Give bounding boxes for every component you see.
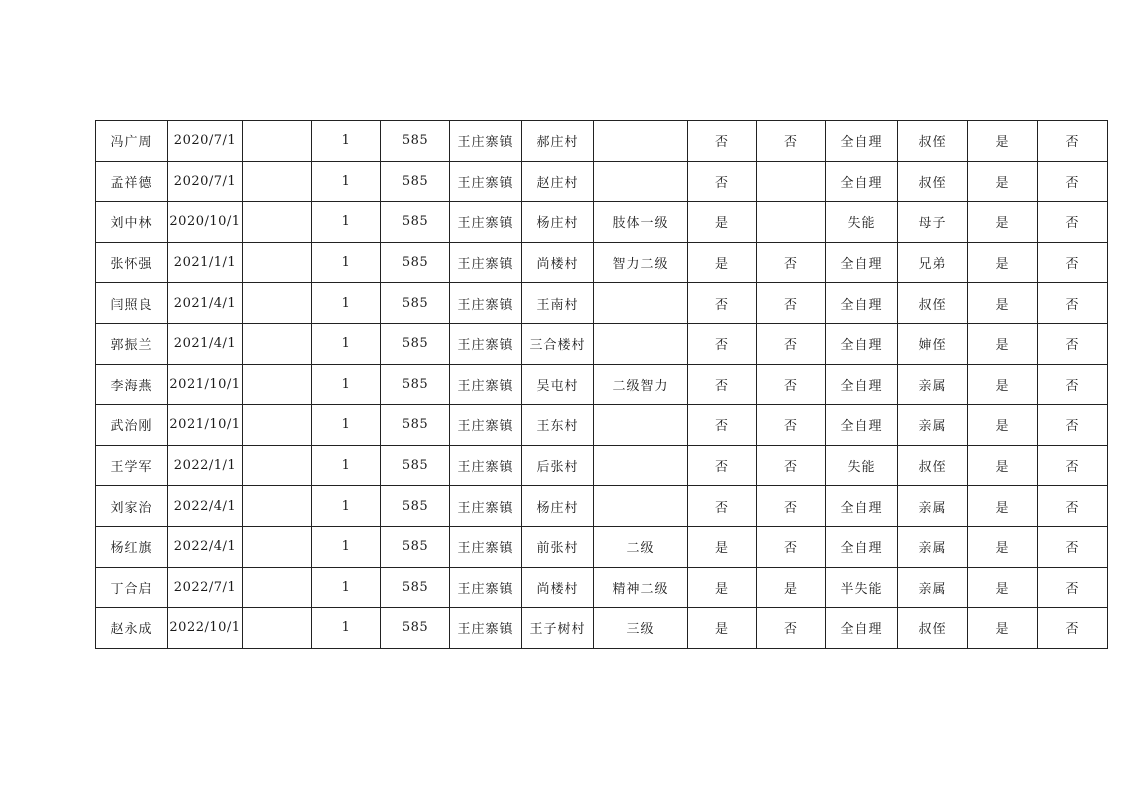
table-row [96,161,1108,202]
disability-cell [594,161,688,202]
blank-cell [243,121,312,162]
town-cell: 王庄寨镇 [450,283,522,324]
disability-cell [594,486,688,527]
flag-cell-c: 是 [968,283,1038,324]
village-cell: 赵庄村 [522,161,594,202]
disability-cell: 三级 [594,608,688,649]
town-cell: 王庄寨镇 [450,242,522,283]
date-cell: 2022/4/1 [168,486,243,527]
self-care-cell: 全自理 [826,121,898,162]
date-cell: 2021/1/1 [168,242,243,283]
blank-cell [243,608,312,649]
relation-cell: 母子 [898,202,968,243]
table-row [96,608,1108,649]
date-cell: 2021/10/1 [168,364,243,405]
self-care-cell: 全自理 [826,242,898,283]
town-cell: 王庄寨镇 [450,486,522,527]
blank-cell [243,242,312,283]
village-cell: 尚楼村 [522,242,594,283]
date-cell: 2022/10/1 [168,608,243,649]
date-cell: 2022/4/1 [168,526,243,567]
disability-cell [594,405,688,446]
name-cell: 闫照良 [96,283,168,324]
flag-cell-d: 否 [1038,323,1108,364]
table-body [96,121,1108,649]
relation-cell: 兄弟 [898,242,968,283]
flag-cell-b [757,161,826,202]
data-table [95,120,1108,649]
relation-cell: 婶侄 [898,323,968,364]
relation-cell: 亲属 [898,567,968,608]
relation-cell: 亲属 [898,364,968,405]
town-cell: 王庄寨镇 [450,526,522,567]
blank-cell [243,323,312,364]
flag-cell-c: 是 [968,364,1038,405]
relation-cell: 亲属 [898,526,968,567]
village-cell: 尚楼村 [522,567,594,608]
amount-cell: 585 [381,242,450,283]
amount-cell: 585 [381,608,450,649]
disability-cell [594,121,688,162]
village-cell: 王子树村 [522,608,594,649]
amount-cell: 585 [381,323,450,364]
disability-cell: 二级智力 [594,364,688,405]
blank-cell [243,567,312,608]
table-row [96,283,1108,324]
table-row [96,364,1108,405]
self-care-cell: 半失能 [826,567,898,608]
relation-cell: 叔侄 [898,161,968,202]
date-cell: 2020/7/1 [168,161,243,202]
name-cell: 丁合启 [96,567,168,608]
blank-cell [243,283,312,324]
self-care-cell: 失能 [826,445,898,486]
count-cell: 1 [312,202,381,243]
flag-cell-c: 是 [968,445,1038,486]
self-care-cell: 全自理 [826,526,898,567]
disability-cell: 智力二级 [594,242,688,283]
self-care-cell: 全自理 [826,283,898,324]
name-cell: 杨红旗 [96,526,168,567]
flag-cell-b: 否 [757,526,826,567]
name-cell: 王学军 [96,445,168,486]
flag-cell-a: 否 [688,283,757,324]
amount-cell: 585 [381,405,450,446]
count-cell: 1 [312,526,381,567]
amount-cell: 585 [381,283,450,324]
table-row [96,405,1108,446]
disability-cell [594,283,688,324]
flag-cell-a: 是 [688,608,757,649]
self-care-cell: 全自理 [826,608,898,649]
name-cell: 冯广周 [96,121,168,162]
self-care-cell: 全自理 [826,323,898,364]
flag-cell-c: 是 [968,526,1038,567]
disability-cell: 精神二级 [594,567,688,608]
amount-cell: 585 [381,161,450,202]
date-cell: 2020/7/1 [168,121,243,162]
table-row [96,242,1108,283]
flag-cell-b: 否 [757,283,826,324]
name-cell: 刘家治 [96,486,168,527]
count-cell: 1 [312,364,381,405]
village-cell: 杨庄村 [522,202,594,243]
town-cell: 王庄寨镇 [450,323,522,364]
flag-cell-a: 否 [688,161,757,202]
flag-cell-d: 否 [1038,526,1108,567]
table-row [96,121,1108,162]
flag-cell-a: 是 [688,202,757,243]
flag-cell-b [757,202,826,243]
count-cell: 1 [312,161,381,202]
date-cell: 2021/4/1 [168,283,243,324]
flag-cell-c: 是 [968,323,1038,364]
amount-cell: 585 [381,121,450,162]
flag-cell-b: 否 [757,486,826,527]
town-cell: 王庄寨镇 [450,121,522,162]
flag-cell-b: 否 [757,364,826,405]
name-cell: 赵永成 [96,608,168,649]
flag-cell-b: 否 [757,242,826,283]
disability-cell: 二级 [594,526,688,567]
name-cell: 刘中林 [96,202,168,243]
name-cell: 孟祥德 [96,161,168,202]
flag-cell-c: 是 [968,567,1038,608]
flag-cell-b: 否 [757,405,826,446]
count-cell: 1 [312,486,381,527]
table-row [96,445,1108,486]
name-cell: 李海燕 [96,364,168,405]
table-row [96,202,1108,243]
flag-cell-a: 是 [688,567,757,608]
blank-cell [243,405,312,446]
village-cell: 吴屯村 [522,364,594,405]
relation-cell: 叔侄 [898,608,968,649]
amount-cell: 585 [381,445,450,486]
flag-cell-b: 否 [757,323,826,364]
village-cell: 王南村 [522,283,594,324]
flag-cell-d: 否 [1038,608,1108,649]
flag-cell-d: 否 [1038,283,1108,324]
town-cell: 王庄寨镇 [450,405,522,446]
date-cell: 2021/10/1 [168,405,243,446]
flag-cell-a: 否 [688,405,757,446]
self-care-cell: 全自理 [826,364,898,405]
date-cell: 2022/7/1 [168,567,243,608]
flag-cell-b: 否 [757,445,826,486]
relation-cell: 叔侄 [898,283,968,324]
flag-cell-d: 否 [1038,445,1108,486]
village-cell: 杨庄村 [522,486,594,527]
blank-cell [243,486,312,527]
village-cell: 郝庄村 [522,121,594,162]
village-cell: 王东村 [522,405,594,446]
relation-cell: 叔侄 [898,445,968,486]
town-cell: 王庄寨镇 [450,364,522,405]
name-cell: 张怀强 [96,242,168,283]
flag-cell-c: 是 [968,202,1038,243]
count-cell: 1 [312,242,381,283]
flag-cell-d: 否 [1038,486,1108,527]
town-cell: 王庄寨镇 [450,161,522,202]
count-cell: 1 [312,405,381,446]
flag-cell-b: 是 [757,567,826,608]
flag-cell-c: 是 [968,486,1038,527]
flag-cell-a: 否 [688,323,757,364]
flag-cell-a: 否 [688,486,757,527]
flag-cell-c: 是 [968,608,1038,649]
flag-cell-a: 是 [688,526,757,567]
table-row [96,486,1108,527]
flag-cell-a: 否 [688,121,757,162]
blank-cell [243,202,312,243]
blank-cell [243,445,312,486]
flag-cell-c: 是 [968,161,1038,202]
count-cell: 1 [312,445,381,486]
date-cell: 2020/10/1 [168,202,243,243]
count-cell: 1 [312,323,381,364]
name-cell: 郭振兰 [96,323,168,364]
self-care-cell: 全自理 [826,486,898,527]
amount-cell: 585 [381,364,450,405]
name-cell: 武治刚 [96,405,168,446]
flag-cell-c: 是 [968,121,1038,162]
table-row [96,526,1108,567]
disability-cell: 肢体一级 [594,202,688,243]
count-cell: 1 [312,121,381,162]
date-cell: 2022/1/1 [168,445,243,486]
date-cell: 2021/4/1 [168,323,243,364]
village-cell: 前张村 [522,526,594,567]
town-cell: 王庄寨镇 [450,445,522,486]
flag-cell-b: 否 [757,121,826,162]
village-cell: 三合楼村 [522,323,594,364]
town-cell: 王庄寨镇 [450,608,522,649]
flag-cell-d: 否 [1038,364,1108,405]
self-care-cell: 全自理 [826,161,898,202]
flag-cell-d: 否 [1038,121,1108,162]
self-care-cell: 全自理 [826,405,898,446]
flag-cell-c: 是 [968,242,1038,283]
flag-cell-b: 否 [757,608,826,649]
flag-cell-d: 否 [1038,405,1108,446]
amount-cell: 585 [381,202,450,243]
flag-cell-d: 否 [1038,202,1108,243]
table-row [96,323,1108,364]
disability-cell [594,323,688,364]
table-row [96,567,1108,608]
town-cell: 王庄寨镇 [450,567,522,608]
flag-cell-d: 否 [1038,242,1108,283]
count-cell: 1 [312,608,381,649]
flag-cell-a: 是 [688,242,757,283]
flag-cell-a: 否 [688,445,757,486]
village-cell: 后张村 [522,445,594,486]
flag-cell-c: 是 [968,405,1038,446]
flag-cell-a: 否 [688,364,757,405]
relation-cell: 亲属 [898,405,968,446]
town-cell: 王庄寨镇 [450,202,522,243]
count-cell: 1 [312,567,381,608]
blank-cell [243,161,312,202]
blank-cell [243,526,312,567]
count-cell: 1 [312,283,381,324]
flag-cell-d: 否 [1038,161,1108,202]
relation-cell: 亲属 [898,486,968,527]
amount-cell: 585 [381,567,450,608]
flag-cell-d: 否 [1038,567,1108,608]
self-care-cell: 失能 [826,202,898,243]
amount-cell: 585 [381,486,450,527]
blank-cell [243,364,312,405]
amount-cell: 585 [381,526,450,567]
disability-cell [594,445,688,486]
relation-cell: 叔侄 [898,121,968,162]
